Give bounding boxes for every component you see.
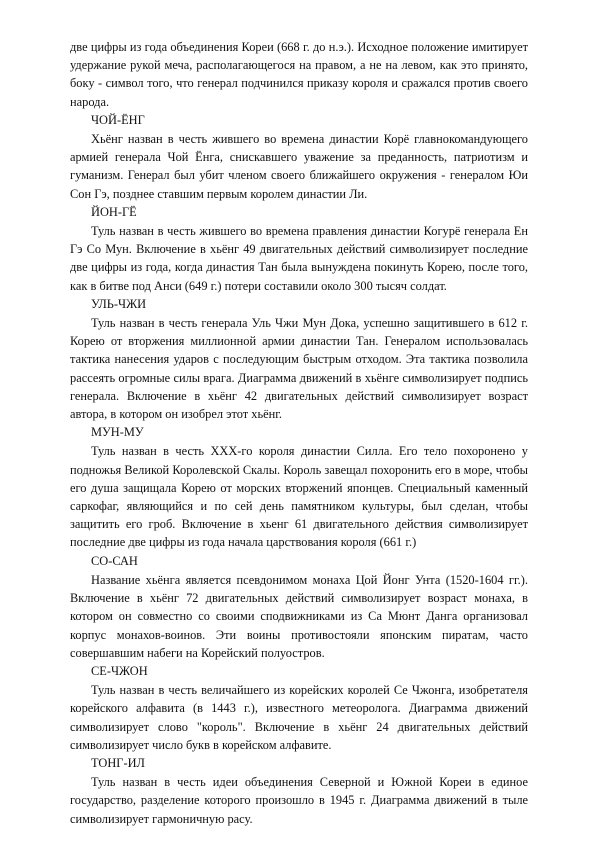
section-heading-so-san: СО-САН bbox=[91, 553, 138, 568]
section-heading-tong-il: ТОНГ-ИЛ bbox=[91, 755, 145, 770]
section-text-so-san: Название хьёнга является псевдонимом монаха Цой Йонг Унта (1520-1604 гг.). Включение в хьёнг 72 двигательных действий символизирует возраст монаха, в котором он совместно со своими сподвижниками из Са Мюнт Данга организовал корпус монахов-воинов. Эти воины противостояли японским пиратам, часто совершавшим набеги на Корейский полуостров. bbox=[70, 572, 528, 660]
section-text-tong-il: Туль назван в честь идеи объединения Северной и Южной Кореи в единое государство, разделение которого произошло в 1945 г. Диаграмма движений в тыле символизирует гармоничную расу. bbox=[70, 775, 528, 826]
document-page bbox=[70, 38, 528, 828]
section-text-ul-ji: Туль назван в честь генерала Уль Чжи Мун Дока, успешно защитившего в 612 г. Корею от вторжения миллионной армии династии Тан. Генералом использовалась тактика нанесения ударов с последующим быстрым отходом. Эта тактика позволила рассеять огромные силы врага. Диаграмма движений в хьёнге символизирует подпись генерала. Включение в хьёнг 42 двигательных действий символизирует возраст автора, в котором он изобрел этот хьёнг. bbox=[70, 316, 528, 422]
section-text-yon-gae: Туль назван в честь жившего во времена правления династии Когурё генерала Ен Гэ Со Мун. Включение в хьёнг 49 двигательных действий символизирует последние две цифры из года, когда династия Тан была вынуждена покинуть Корею, после того, как в битве под Анси (649 г.) потери составили около 300 тысяч солдат. bbox=[70, 224, 528, 293]
intro-paragraph: две цифры из года объединения Кореи (668 г. до н.э.). Исходное положение имитирует удержание рукой меча, располагающегося на правом, а не на левом, как это принято, боку - символ того, что генерал подчинился приказу короля и сражался против своего народа. bbox=[70, 40, 528, 109]
section-heading-se-jong: СЕ-ЧЖОН bbox=[91, 663, 148, 678]
section-heading-ul-ji: УЛЬ-ЧЖИ bbox=[91, 296, 147, 311]
section-text-choi-yong: Хьёнг назван в честь жившего во времена династии Корё главнокомандующего армией генерала Чой Ёнга, снискавшего уважение за преданность, патриотизм и гуманизм. Генерал был убит членом своего ближайшего окружения - генералом Юи Сон Гэ, позднее ставшим первым королем династии Ли. bbox=[70, 132, 528, 201]
section-text-moon-moo: Туль назван в честь XXX-го короля династии Силла. Его тело похоронено у подножья Великой Королевской Скалы. Король завещал похоронить его в море, чтобы его душа защищала Корею от морских вторжений японцев. Специальный каменный саркофаг, являющийся и по сей день памятником культуры, был сделан, чтобы защитить его гроб. Включение в хьенг 61 двигательного действия символизирует последние две цифры из года начала царствования короля (661 г.) bbox=[70, 444, 528, 550]
section-heading-moon-moo: МУН-МУ bbox=[91, 425, 144, 440]
section-heading-yon-gae: ЙОН-ГЁ bbox=[91, 204, 137, 219]
section-heading-choi-yong: ЧОЙ-ЁНГ bbox=[91, 112, 145, 127]
section-text-se-jong: Туль назван в честь величайшего из корейских королей Се Чжонга, изобретателя корейского алфавита (в 1443 г.), известного метеоролога. Диаграмма движений символизирует слово "король". Включение в хьёнг 24 двигательных действий символизирует число букв в корейском алфавите. bbox=[70, 683, 528, 752]
